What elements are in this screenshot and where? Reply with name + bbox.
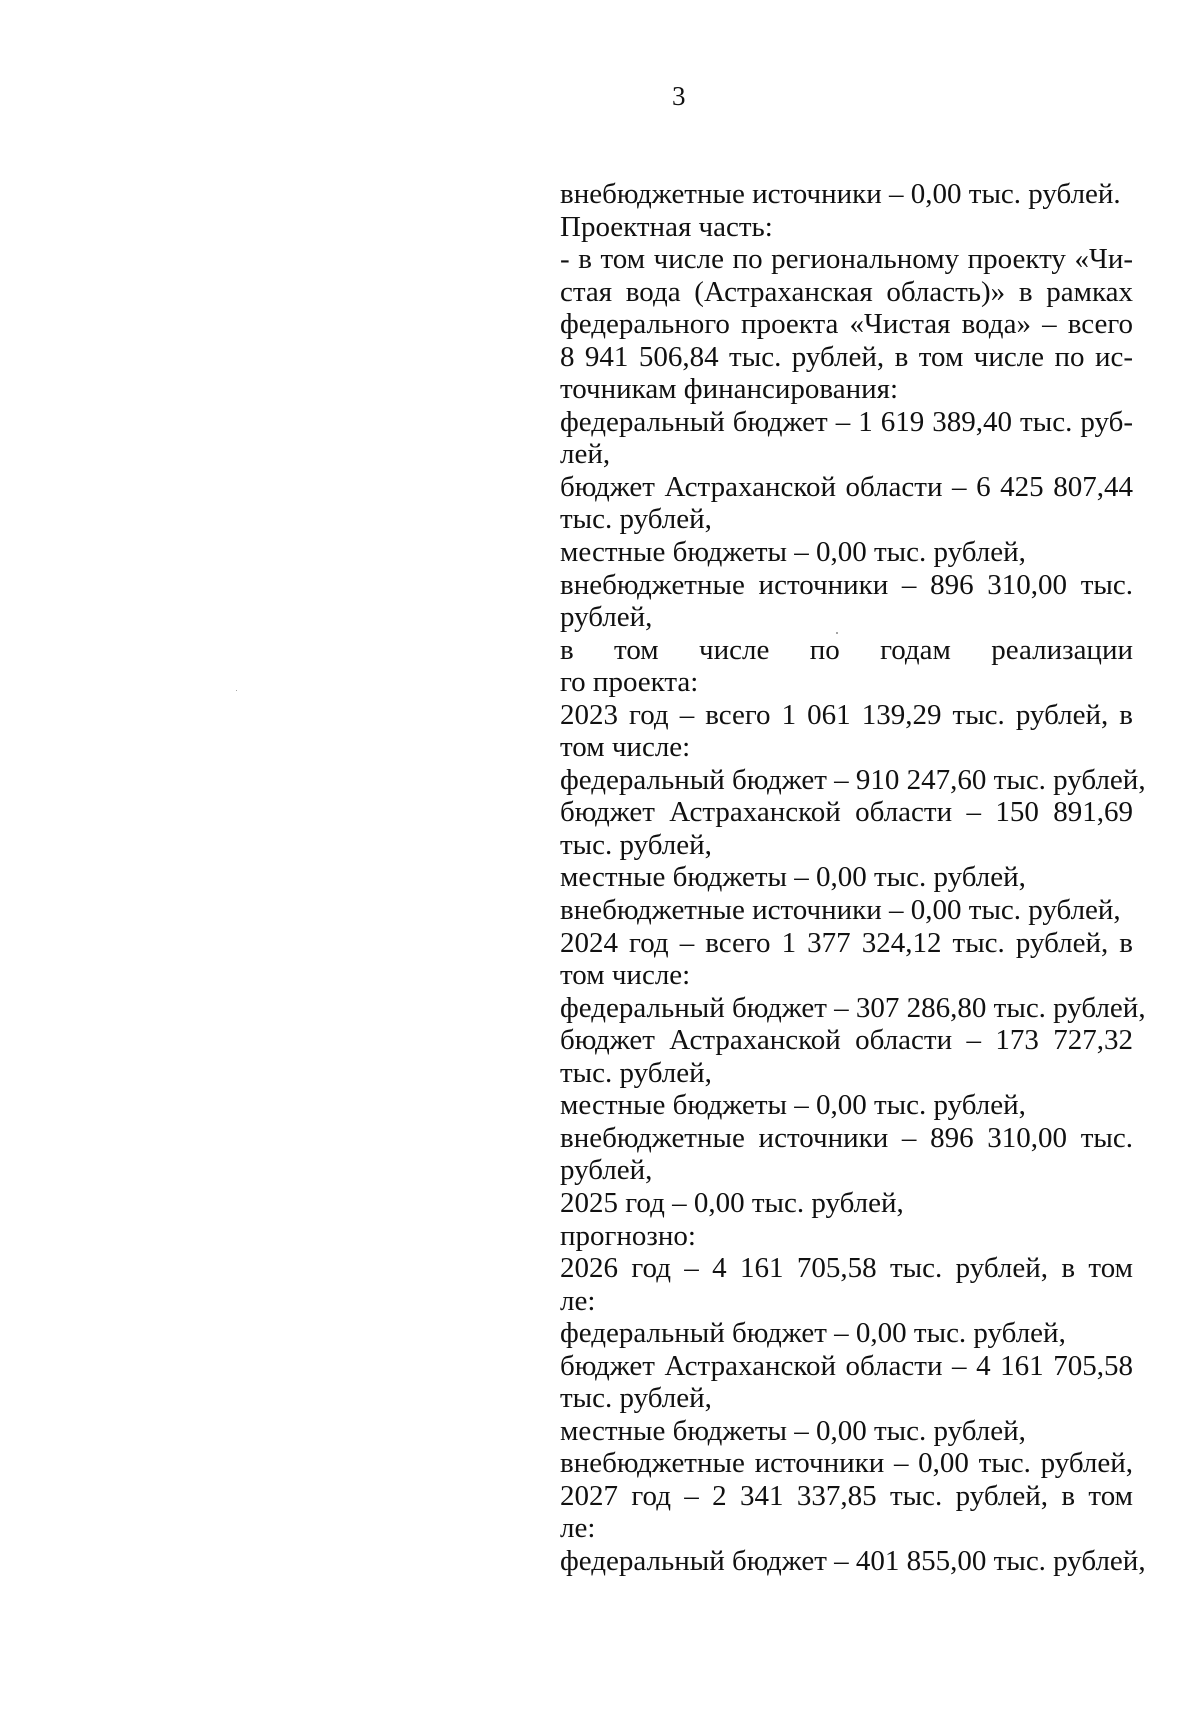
text-line: в том числе по годам реализации <box>560 633 1133 666</box>
text-line: 2027 год – 2 341 337,85 тыс. рублей, в том <box>560 1479 1133 1512</box>
text-line: местные бюджеты – 0,00 тыс. рублей, <box>560 1414 1026 1447</box>
text-line: 8 941 506,84 тыс. рублей, в том числе по ис- <box>560 340 1133 373</box>
text-line: тыс. рублей, <box>560 1382 712 1415</box>
text-line: том числе: <box>560 731 691 764</box>
text-line: бюджет Астраханской области – 6 425 807,44 <box>560 470 1133 503</box>
text-line: точникам финансирования: <box>560 373 899 406</box>
scan-speck <box>236 690 237 691</box>
text-line: федеральный бюджет – 1 619 389,40 тыс. руб- <box>560 405 1133 438</box>
text-line: 2025 год – 0,00 тыс. рублей, <box>560 1186 904 1219</box>
text-line: 2023 год – всего 1 061 139,29 тыс. рублей, в <box>560 698 1133 731</box>
text-line: бюджет Астраханской области – 173 727,32 <box>560 1024 1133 1057</box>
text-line: Проектная часть: <box>560 210 773 243</box>
text-line: федеральный бюджет – 910 247,60 тыс. рублей, <box>560 763 1146 796</box>
text-line: том числе: <box>560 959 691 992</box>
text-line: внебюджетные источники – 896 310,00 тыс. <box>560 1121 1133 1154</box>
text-line: тыс. рублей, <box>560 1056 712 1089</box>
document-body <box>560 178 1146 1578</box>
text-line: го проекта: <box>560 666 699 699</box>
text-line: внебюджетные источники – 0,00 тыс. рублей, <box>560 894 1121 927</box>
text-line: рублей, <box>560 1154 653 1187</box>
text-line: бюджет Астраханской области – 4 161 705,58 <box>560 1349 1133 1382</box>
text-line: федеральный бюджет – 0,00 тыс. рублей, <box>560 1317 1066 1350</box>
text-line: лей, <box>560 438 611 471</box>
text-line: тыс. рублей, <box>560 503 712 536</box>
text-line: рублей, <box>560 601 653 634</box>
text-line: ле: <box>560 1284 596 1317</box>
text-line: ле: <box>560 1512 596 1545</box>
text-line: прогнозно: <box>560 1219 696 1252</box>
scan-speck <box>836 632 838 634</box>
text-line: внебюджетные источники – 896 310,00 тыс. <box>560 568 1133 601</box>
text-line: федерального проекта «Чистая вода» – всего <box>560 308 1133 341</box>
text-line: федеральный бюджет – 401 855,00 тыс. рублей, <box>560 1544 1146 1577</box>
text-line: федеральный бюджет – 307 286,80 тыс. рублей, <box>560 991 1146 1024</box>
text-line: внебюджетные источники – 0,00 тыс. рублей. <box>560 178 1121 210</box>
text-line: - в том числе по региональному проекту «Чи- <box>560 243 1133 276</box>
text-line: стая вода (Астраханская область)» в рамках <box>560 275 1133 308</box>
text-line: 2024 год – всего 1 377 324,12 тыс. рублей, в <box>560 926 1133 959</box>
text-line: бюджет Астраханской области – 150 891,69 <box>560 796 1133 829</box>
text-line: местные бюджеты – 0,00 тыс. рублей, <box>560 536 1026 569</box>
text-line: 2026 год – 4 161 705,58 тыс. рублей, в том <box>560 1252 1133 1285</box>
text-line: местные бюджеты – 0,00 тыс. рублей, <box>560 861 1026 894</box>
text-line: внебюджетные источники – 0,00 тыс. рублей, <box>560 1447 1133 1480</box>
text-line: тыс. рублей, <box>560 828 712 861</box>
text-line: местные бюджеты – 0,00 тыс. рублей, <box>560 1089 1026 1122</box>
page-number: 3 <box>672 81 686 111</box>
